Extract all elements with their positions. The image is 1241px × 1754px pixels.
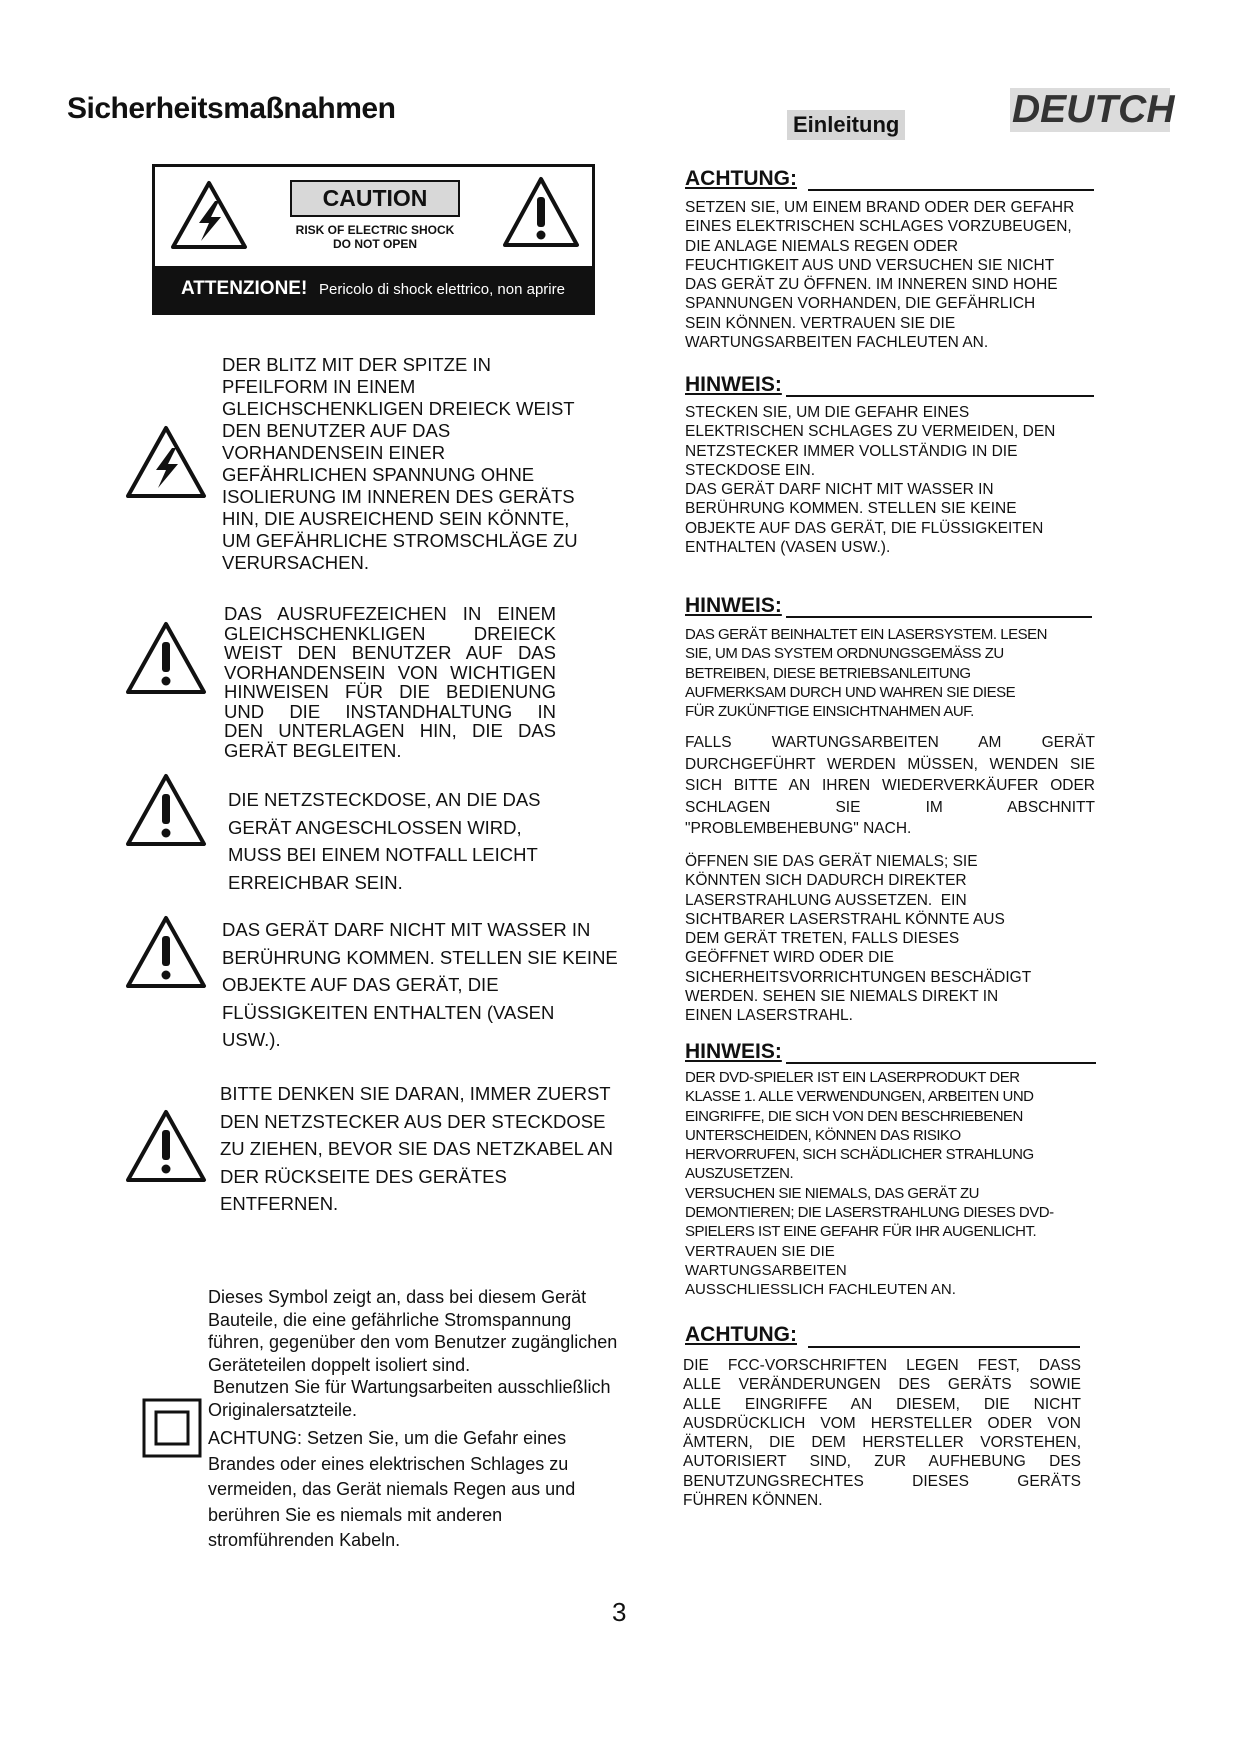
text-line: AUSDRÜCKLICH VOM HERSTELLER ODER VON [683,1414,1081,1432]
text-line: KLASSE 1. ALLE VERWENDUNGEN, ARBEITEN UND [685,1088,1034,1106]
text-line: HIN, DIE AUSREICHEND SEIN KÖNNTE, [222,508,570,529]
text-line: DER BLITZ MIT DER SPITZE IN [222,354,491,375]
water-description [222,916,642,1054]
lightning-warning-icon [169,179,249,251]
achtung-text [683,1356,1081,1510]
text-line: FÜR ZUKÜNFTIGE EINSICHTNAHMEN AUF. [685,703,974,721]
heading-rule [786,616,1092,618]
text-line: FEUCHTIGKEIT AUS UND VERSUCHEN SIE NICHT [685,256,1055,274]
text-line: DER RÜCKSEITE DES GERÄTES [220,1165,507,1187]
text-line: DAS GERÄT DARF NICHT MIT WASSER IN [685,481,994,499]
text-line: UM GEFÄHRLICHE STROMSCHLÄGE ZU [222,530,578,551]
text-line: VERSUCHEN SIE NIEMALS, DAS GERÄT ZU [685,1184,979,1202]
hinweis-text [685,403,1125,557]
text-line: FLÜSSIGKEITEN ENTHALTEN (VASEN [222,1001,555,1023]
text-line: DAS AUSRUFEZEICHEN IN EINEM [224,603,556,624]
achtung-text [685,198,1125,352]
hinweis-heading: HINWEIS: [685,594,782,617]
heading-rule [808,1346,1080,1348]
text-line: FALLS WARTUNGSARBEITEN AM GERÄT [685,734,1095,751]
exclamation-warning-icon [124,620,208,696]
text-line: STECKDOSE EIN. [685,461,816,479]
page-number: 3 [612,1597,627,1627]
text-line: Bauteile, die eine gefährliche Stromspannung [208,1309,572,1330]
text-line: Brandes oder eines elektrischen Schlages zu [208,1453,569,1474]
hinweis-text [685,625,1125,721]
heading-rule [808,189,1094,191]
text-line: DEMONTIEREN; DIE LASERSTRAHLUNG DIESES DVD- [685,1204,1054,1222]
text-line: FÜHREN KÖNNEN. [683,1492,823,1510]
text-line: SICHTBARER LASERSTRAHL KÖNNTE AUS [685,910,1005,928]
exclamation-description [224,604,556,760]
text-line: ÖFFNEN SIE DAS GERÄT NIEMALS; SIE [685,853,978,870]
text-line: GERÄT ANGESCHLOSSEN WIRD, [228,816,522,838]
text-line: VERURSACHEN. [222,552,369,573]
text-line: DEN NETZSTECKER AUS DER STECKDOSE [220,1110,606,1132]
text-line: ELEKTRISCHEN SCHLAGES ZU VERMEIDEN, DEN [685,423,1056,441]
text-line: DER DVD-SPIELER IST EIN LASERPRODUKT DER [685,1069,1020,1086]
double-insulation-description [208,1286,658,1421]
heading-rule [786,395,1094,397]
text-line: EINGRIFFE, DIE SICH VON DEN BESCHRIEBENEN [685,1107,1023,1125]
heading-rule [786,1062,1096,1064]
text-line: OBJEKTE AUF DAS GERÄT, DIE [222,974,499,995]
text-line: DEN BENUTZER AUF DAS [222,420,451,441]
text-line: SICHERHEITSVORRICHTUNGEN BESCHÄDIGT [685,968,1032,986]
text-line: USW.). [222,1029,281,1050]
text-line: ISOLIERUNG IM INNEREN DES GERÄTS [222,486,575,507]
text-line: BERÜHRUNG KOMMEN. STELLEN SIE KEINE [222,946,618,968]
text-line: "PROBLEMBEHEBUNG" NACH. [685,820,912,837]
hinweis-heading: HINWEIS: [685,373,782,396]
text-line: vermeiden, das Gerät niemals Regen aus und [208,1479,576,1499]
text-line: SPANNUNGEN VORHANDEN, DIE GEFÄHRLICH [685,295,1036,313]
text-line: DIE ANLAGE NIEMALS REGEN ODER [685,237,959,255]
banner-bold-text: ATTENZIONE! [181,278,308,299]
text-line: WARTUNGSARBEITEN [685,1261,847,1279]
text-line: DAS GERÄT ZU ÖFFNEN. IM INNEREN SIND HOHE [685,276,1058,294]
text-line: ALLE EINGRIFFE AN DIESEM, DIE NICHT [683,1395,1081,1413]
text-line: AUSSCHLIESSLICH FACHLEUTEN AN. [685,1281,956,1299]
text-line: GEÖFFNET WIRD ODER DIE [685,949,894,967]
text-line: VORHANDENSEIN VON WICHTIGEN [224,661,556,683]
text-line: Originalersatzteile. [208,1399,358,1420]
banner-text: Pericolo di shock elettrico, non aprire [319,281,565,298]
double-insulation-warning [208,1426,658,1554]
text-line: ENTHALTEN (VASEN USW.). [685,539,891,557]
text-line: NETZSTECKER IMMER VOLLSTÄNDIG IN DIE [685,442,1018,460]
text-line: WARTUNGSARBEITEN FACHLEUTEN AN. [685,334,989,352]
text-line: EINES ELEKTRISCHEN SCHLAGES VORZUBEUGEN, [685,218,1072,236]
lightning-description [222,354,602,574]
text-line: ERREICHBAR SEIN. [228,871,403,893]
text-line: DEN UNTERLAGEN HIN, DIE DAS [224,720,556,741]
caution-sub-line: RISK OF ELECTRIC SHOCK [295,223,455,237]
text-line: BERÜHRUNG KOMMEN. STELLEN SIE KEINE [685,500,1017,518]
text-line: AUTORISIERT SIND, ZUR AUFHEBUNG DES [683,1453,1081,1471]
text-line: EINEN LASERSTRAHL. [685,1007,853,1025]
language-label: DEUTCH [1012,88,1175,131]
text-line: ACHTUNG: Setzen Sie, um die Gefahr eines [208,1428,567,1448]
text-line: Benutzen Sie für Wartungsarbeiten ausschließlich [208,1377,611,1397]
caution-label [152,164,595,315]
socket-description [228,786,608,896]
text-line: führen, gegenüber den vom Benutzer zugänglichen [208,1332,618,1352]
text-line: HINWEISEN FÜR DIE BEDIENUNG [224,681,556,702]
caution-banner [155,266,592,312]
text-line: DIE FCC-VORSCHRIFTEN LEGEN FEST, DASS [683,1357,1081,1374]
text-line: SICH BITTE AN IHREN WIEDERVERKÄUFER ODER [685,777,1095,794]
text-line: SCHLAGEN SIE IM ABSCHNITT [685,798,1095,816]
text-line: Dieses Symbol zeigt an, dass bei diesem Gerät [208,1287,587,1307]
text-line: stromführenden Kabeln. [208,1530,401,1550]
text-line: ALLE VERÄNDERUNGEN DES GERÄTS SOWIE [683,1376,1081,1394]
hinweis-text [685,1068,1135,1300]
text-line: WEIST DEN BENUTZER AUF DAS [224,642,556,663]
text-line: ENTFERNEN. [220,1193,339,1214]
text-line: AUFMERKSAM DURCH UND WAHREN SIE DIESE [685,683,1016,701]
text-line: GLEICHSCHENKLIGEN DREIECK [224,622,556,644]
text-line: DIE NETZSTECKDOSE, AN DIE DAS [228,789,541,810]
exclamation-warning-icon [124,914,208,990]
text-line: SIE, UM DAS SYSTEM ORDNUNGSGEMÄSS ZU [685,645,1004,663]
text-line: ZU ZIEHEN, BEVOR SIE DAS NETZKABEL AN [220,1138,614,1159]
text-line: STECKEN SIE, UM DIE GEFAHR EINES [685,404,970,421]
text-line: SPIELERS IST EINE GEFAHR FÜR IHR AUGENLICHT. [685,1223,1037,1241]
text-line: DURCHGEFÜHRT WERDEN MÜSSEN, WENDEN SIE [685,755,1095,773]
exclamation-warning-icon [501,175,581,249]
text-line: VERTRAUEN SIE DIE [685,1242,835,1260]
text-line: WERDEN. SEHEN SIE NIEMALS DIREKT IN [685,988,999,1006]
text-line: VORHANDENSEIN EINER [222,442,446,463]
page-title: Sicherheitsmaßnahmen [67,92,396,125]
achtung-heading: ACHTUNG: [685,1323,797,1346]
text-line: LASERSTRAHLUNG AUSSETZEN. EIN [685,891,967,909]
text-line: KÖNNTEN SICH DADURCH DIREKTER [685,872,967,890]
text-line: BITTE DENKEN SIE DARAN, IMMER ZUERST [220,1083,611,1104]
achtung-heading: ACHTUNG: [685,167,797,190]
text-line: UNTERSCHEIDEN, KÖNNEN DAS RISIKO [685,1126,961,1144]
text-line: GLEICHSCHENKLIGEN DREIECK WEIST [222,398,575,419]
text-line: berühren Sie es niemals mit anderen [208,1504,503,1525]
plug-description [220,1080,640,1218]
caution-sub-line: DO NOT OPEN [332,237,417,251]
text-line: PFEILFORM IN EINEM [222,376,416,397]
exclamation-warning-icon [124,772,208,848]
text-line: BETREIBEN, DIESE BETRIEBSANLEITUNG [685,664,971,682]
text-line: AUSZUSETZEN. [685,1165,794,1183]
text-line: DAS GERÄT DARF NICHT MIT WASSER IN [222,919,591,940]
exclamation-warning-icon [124,1108,208,1184]
text-line: SEIN KÖNNEN. VERTRAUEN SIE DIE [685,314,956,332]
text-line: ÄMTERN, DIE DEM HERSTELLER VORSTEHEN, [683,1434,1081,1452]
text-line: HERVORRUFEN, SICH SCHÄDLICHER STRAHLUNG [685,1146,1034,1164]
text-line: BENUTZUNGSRECHTES DIESES GERÄTS [683,1472,1081,1490]
text-line: GERÄT BEGLEITEN. [224,739,402,761]
text-line: SETZEN SIE, UM EINEM BRAND ODER DER GEFAHR [685,199,1075,216]
caution-subtitle [273,223,477,251]
text-line: DAS GERÄT BEINHALTET EIN LASERSYSTEM. LESEN [685,626,1047,643]
text-line: MUSS BEI EINEM NOTFALL LEICHT [228,844,538,865]
double-insulation-icon [142,1398,202,1458]
hinweis-text [685,852,1125,1026]
text-line: Geräteteilen doppelt isoliert sind. [208,1354,471,1375]
text-line: GEFÄHRLICHEN SPANNUNG OHNE [222,464,535,485]
lightning-warning-icon [124,424,208,500]
hinweis-text [685,732,1095,840]
caution-title: CAUTION [290,180,460,217]
hinweis-heading: HINWEIS: [685,1040,782,1063]
text-line: UND DIE INSTANDHALTUNG IN [224,700,556,722]
section-label: Einleitung [787,110,905,140]
text-line: DEM GERÄT TRETEN, FALLS DIESES [685,930,960,948]
text-line: OBJEKTE AUF DAS GERÄT, DIE FLÜSSIGKEITEN [685,519,1044,537]
